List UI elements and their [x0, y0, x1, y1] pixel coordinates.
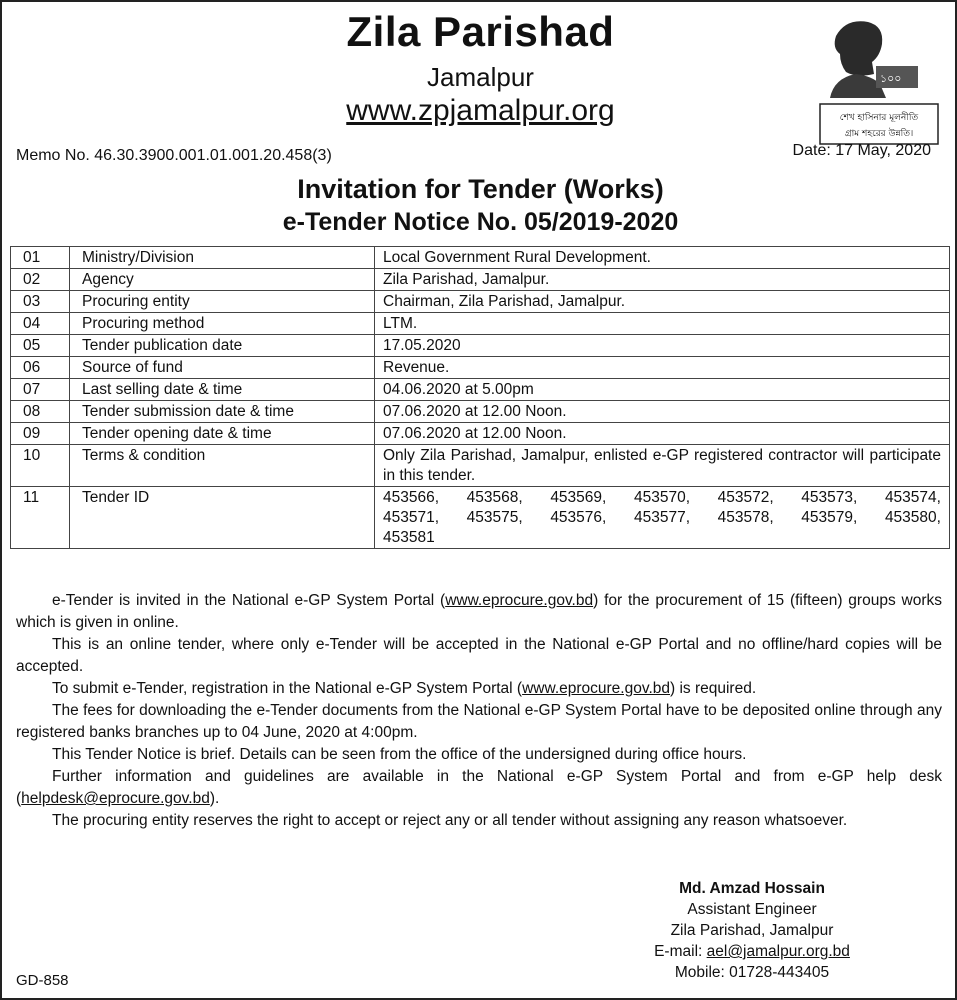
- svg-text:শেখ হাসিনার মূলনীতি: শেখ হাসিনার মূলনীতি: [839, 113, 919, 123]
- table-row: [11, 269, 950, 291]
- row-item: Source of fund: [70, 357, 375, 379]
- row-value: Only Zila Parishad, Jamalpur, enlisted e-GP registered contractor will participate in this tender.: [375, 445, 950, 487]
- row-number: 07: [11, 379, 70, 401]
- table-row: [11, 291, 950, 313]
- row-item: Terms & condition: [70, 445, 375, 487]
- tender-id: 453573,: [801, 489, 858, 506]
- row-number: 11: [11, 487, 70, 549]
- row-value: Chairman, Zila Parishad, Jamalpur.: [375, 291, 950, 313]
- district-name: Jamalpur: [427, 62, 534, 92]
- row-value: 07.06.2020 at 12.00 Noon.: [375, 401, 950, 423]
- paragraph-fees: The fees for downloading the e-Tender documents from the National e-GP System Portal have to be deposited online through any registered banks branches up to 04 June, 2020 at 4:00pm.: [16, 702, 942, 741]
- row-number: 08: [11, 401, 70, 423]
- gd-code: GD-858: [16, 972, 69, 989]
- row-value: Zila Parishad, Jamalpur.: [375, 269, 950, 291]
- tender-id: 453579,: [801, 509, 858, 526]
- row-value: Local Government Rural Development.: [375, 247, 950, 269]
- table-row: [11, 335, 950, 357]
- organization-title: Zila Parishad: [346, 8, 615, 55]
- tender-id: 453575,: [466, 509, 523, 526]
- tender-id: 453580,: [884, 509, 941, 526]
- row-item: Ministry/Division: [70, 247, 375, 269]
- memo-number: Memo No. 46.30.3900.001.01.001.20.458(3): [16, 147, 332, 164]
- row-value: 04.06.2020 at 5.00pm: [375, 379, 950, 401]
- eprocure-link[interactable]: www.eprocure.gov.bd: [445, 592, 594, 609]
- row-item: Tender ID: [70, 487, 375, 549]
- tender-id: 453581: [383, 529, 435, 546]
- paragraph-brief: This Tender Notice is brief. Details can be seen from the office of the undersigned during office hours.: [52, 746, 747, 763]
- notice-body: [16, 590, 942, 832]
- row-number: 06: [11, 357, 70, 379]
- website-url[interactable]: www.zpjamalpur.org: [346, 94, 615, 127]
- tender-id: 453574,: [884, 489, 941, 506]
- tender-id: 453576,: [550, 509, 607, 526]
- signatory-email-link[interactable]: ael@jamalpur.org.bd: [706, 943, 850, 960]
- tender-id: 453571,: [383, 509, 440, 526]
- tender-id: 453566,: [383, 489, 440, 506]
- helpdesk-email-link[interactable]: helpdesk@eprocure.gov.bd: [21, 790, 210, 807]
- signature-block: [562, 878, 942, 983]
- portrait-logo-icon: [816, 16, 942, 146]
- table-row: [11, 357, 950, 379]
- signatory-mobile: Mobile: 01728-443405: [674, 964, 830, 981]
- row-number: 01: [11, 247, 70, 269]
- tender-id: 453570,: [633, 489, 690, 506]
- svg-text:১০০: ১০০: [880, 72, 902, 85]
- row-item: Procuring method: [70, 313, 375, 335]
- signatory-name: Md. Amzad Hossain: [679, 880, 825, 897]
- tender-info-table: [10, 246, 950, 549]
- signatory-office: Zila Parishad, Jamalpur: [670, 922, 834, 939]
- table-row: [11, 379, 950, 401]
- row-value: LTM.: [375, 313, 950, 335]
- paragraph-registration: To submit e-Tender, registration in the National e-GP System Portal (www.eprocure.gov.bd) is required.: [52, 680, 757, 697]
- signatory-email: E-mail: ael@jamalpur.org.bd: [654, 943, 850, 960]
- tender-id: 453578,: [717, 509, 774, 526]
- row-item: Tender publication date: [70, 335, 375, 357]
- paragraph-helpdesk: Further information and guidelines are available in the National e-GP System Portal and from e-GP help desk (helpdesk@eprocure.gov.bd).: [16, 768, 942, 807]
- row-number: 09: [11, 423, 70, 445]
- row-number: 10: [11, 445, 70, 487]
- row-value: Revenue.: [375, 357, 950, 379]
- signatory-designation: Assistant Engineer: [687, 901, 817, 918]
- svg-text:গ্রাম শহরের উন্নতি।: গ্রাম শহরের উন্নতি।: [844, 129, 914, 139]
- eprocure-link-2[interactable]: www.eprocure.gov.bd: [522, 680, 670, 697]
- notice-title: Invitation for Tender (Works): [297, 174, 664, 204]
- row-item: Tender submission date & time: [70, 401, 375, 423]
- table-row: [11, 401, 950, 423]
- paragraph-online-only: This is an online tender, where only e-Tender will be accepted in the National e-GP Portal and no offline/hard copies will be accepted.: [16, 636, 942, 675]
- table-row: [11, 313, 950, 335]
- row-value: 07.06.2020 at 12.00 Noon.: [375, 423, 950, 445]
- notice-number: e-Tender Notice No. 05/2019-2020: [282, 208, 679, 236]
- table-row: [11, 445, 950, 487]
- tender-id: 453568,: [466, 489, 523, 506]
- tender-id: 453577,: [633, 509, 690, 526]
- tender-id-list: [375, 487, 950, 549]
- notice-date: Date: 17 May, 2020: [792, 142, 931, 159]
- row-number: 03: [11, 291, 70, 313]
- row-item: Tender opening date & time: [70, 423, 375, 445]
- row-item: Last selling date & time: [70, 379, 375, 401]
- tender-id: 453572,: [717, 489, 774, 506]
- table-row: [11, 247, 950, 269]
- tender-id: 453569,: [550, 489, 607, 506]
- row-value: 17.05.2020: [375, 335, 950, 357]
- row-number: 05: [11, 335, 70, 357]
- row-item: Agency: [70, 269, 375, 291]
- table-row: [11, 423, 950, 445]
- paragraph-portal: e-Tender is invited in the National e-GP System Portal (www.eprocure.gov.bd) for the procurement of 15 (fifteen) groups works which is given in online.: [16, 592, 942, 631]
- mujib-year-emblem: [816, 16, 942, 146]
- row-number: 02: [11, 269, 70, 291]
- row-item: Procuring entity: [70, 291, 375, 313]
- row-number: 04: [11, 313, 70, 335]
- table-row-tender-id: [11, 487, 950, 549]
- paragraph-rights: The procuring entity reserves the right to accept or reject any or all tender without assigning any reason whatsoever.: [52, 812, 848, 829]
